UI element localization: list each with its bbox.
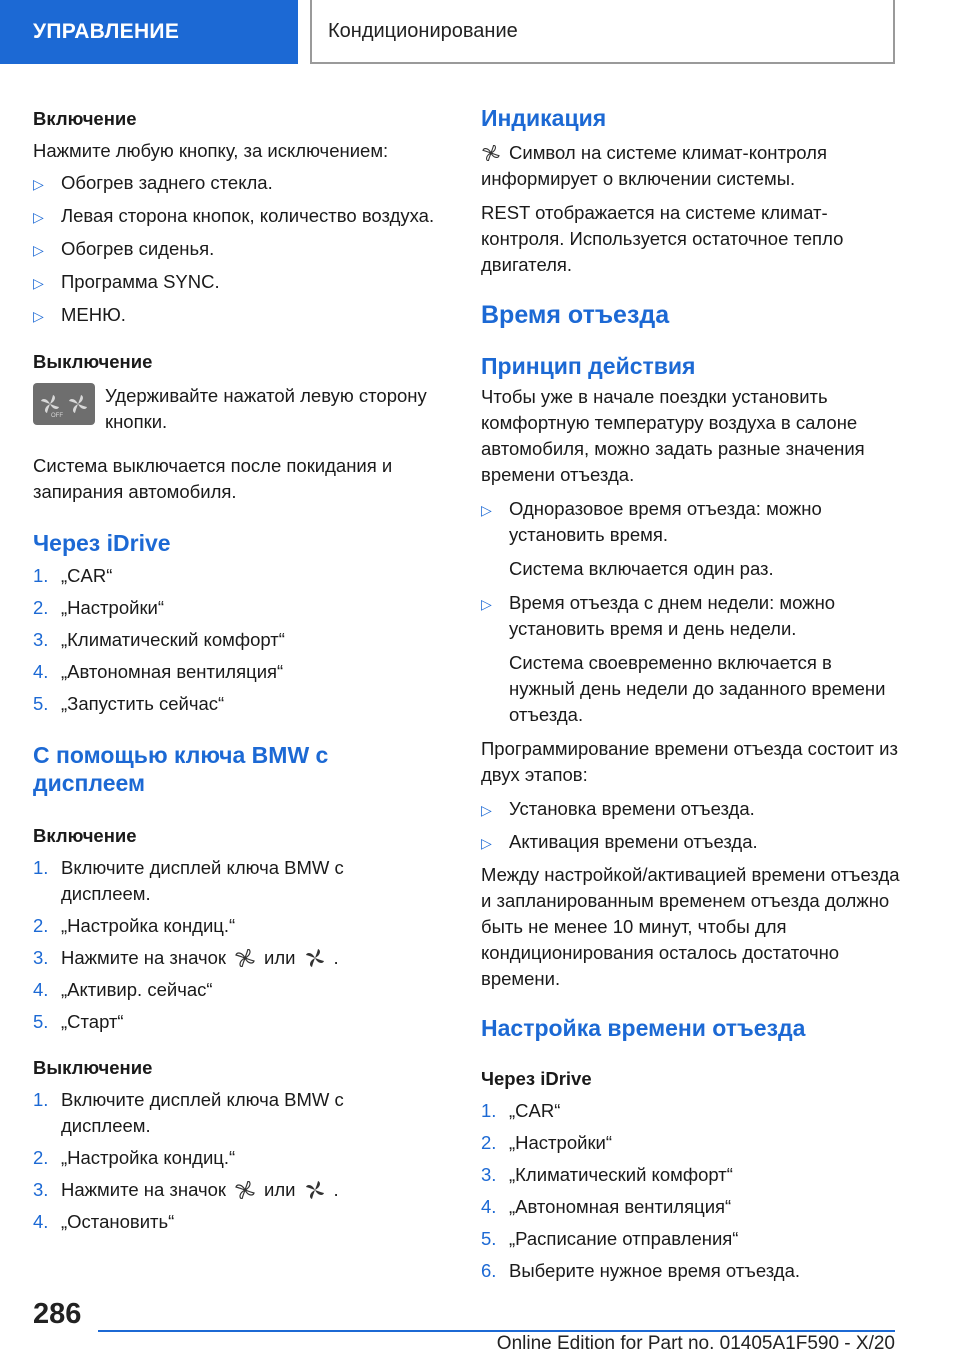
list-item: ▷ Установка времени отъезда. — [481, 796, 901, 823]
triangle-bullet: ▷ — [481, 596, 492, 612]
list-item-sub: Система своевременно включается в нужный день недели до заданного времени отъезда. — [509, 652, 886, 725]
footer-divider — [98, 1330, 895, 1332]
list-item-sub: Система включается один раз. — [509, 558, 774, 579]
triangle-bullet: ▷ — [33, 275, 44, 291]
list-item: 2. „Настройка кондиц.“ — [33, 1147, 236, 1168]
list-item: 2. „Настройки“ — [33, 597, 165, 618]
indication-heading: Индикация — [481, 105, 607, 131]
list-item: 4. „Автономная вентиляция“ — [481, 1196, 732, 1217]
triangle-bullet: ▷ — [33, 242, 44, 258]
triangle-bullet: ▷ — [481, 835, 492, 851]
list-item: 1. Включите дисплей ключа BMW с дисплеем. — [33, 1089, 344, 1136]
on-heading: Включение — [33, 108, 137, 129]
departure-heading: Время отъезда — [481, 301, 670, 329]
list-item: 1. Включите дисплей ключа BMW с дисплеем. — [33, 857, 344, 904]
key-off-heading: Выключение — [33, 1057, 153, 1078]
off-heading: Выключение — [33, 351, 153, 372]
off-block — [33, 383, 453, 435]
list-item: 4. „Остановить“ — [33, 1211, 175, 1232]
list-item: ▷ Левая сторона кнопок, количество воздуха. — [33, 203, 453, 230]
list-item: 3. Нажмите на значок или . — [33, 1179, 339, 1200]
edition-text: Online Edition for Part no. 01405A1F590 - X/20 — [496, 1333, 895, 1354]
list-item: 5. „Расписание отправления“ — [481, 1228, 739, 1249]
idrive-heading: Через iDrive — [33, 530, 171, 556]
off-text: Удерживайте нажатой левую сторону кнопки. — [105, 385, 427, 432]
indication-text-2: REST отображается на системе климат-контроля. Используется остаточное тепло двигателя. — [481, 202, 844, 275]
svg-text:OFF: OFF — [51, 413, 63, 419]
programming-text: Программирование времени отъезда состоит из двух этапов: — [481, 738, 898, 785]
header-tab: УПРАВЛЕНИЕ — [0, 0, 298, 64]
right-column — [481, 100, 901, 1284]
list-item: 6. Выберите нужное время отъезда. — [481, 1260, 800, 1281]
fan-snowflake-icon — [304, 1181, 326, 1199]
list-item: ▷ Программа SYNC. — [33, 269, 453, 296]
triangle-bullet: ▷ — [33, 308, 44, 324]
list-item: ▷ Одноразовое время отъезда: можно установить время. — [481, 496, 901, 548]
list-item: 5. „Старт“ — [33, 1011, 124, 1032]
list-item: 4. „Автономная вентиляция“ — [33, 661, 284, 682]
off-note: Система выключается после покидания и запирания автомобиля. — [33, 455, 393, 502]
list-item: 4. „Активир. сейчас“ — [33, 979, 213, 1000]
principle-text: Чтобы уже в начале поездки установить комфортную температуру воздуха в салоне автомобиля, можно задать разные значения времени отъезда. — [481, 386, 865, 485]
list-item: ▷ МЕНЮ. — [33, 302, 453, 329]
list-item: 3. „Климатический комфорт“ — [481, 1164, 733, 1185]
between-text: Между настройкой/активацией времени отъезда и запланированным временем отъезда должно быть не менее 10 минут, чтобы для кондиционирования осталось достаточно времени. — [481, 864, 900, 989]
list-item: 1. „CAR“ — [33, 565, 113, 586]
list-item: 3. Нажмите на значок или . — [33, 947, 339, 968]
triangle-bullet: ▷ — [481, 802, 492, 818]
left-column — [33, 100, 453, 1235]
list-item: ▷ Обогрев сиденья. — [33, 236, 453, 263]
setup-heading: Настройка времени отъезда — [481, 1015, 806, 1041]
triangle-bullet: ▷ — [481, 502, 492, 518]
fan-icon — [234, 949, 256, 967]
on-intro: Нажмите любую кнопку, за исключением: — [33, 140, 389, 161]
principle-heading: Принцип действия — [481, 353, 696, 379]
list-item: 3. „Климатический комфорт“ — [33, 629, 285, 650]
list-item: 2. „Настройка кондиц.“ — [33, 915, 236, 936]
list-item: 5. „Запустить сейчас“ — [33, 693, 225, 714]
page-number: 286 — [33, 1298, 82, 1330]
fan-icon — [234, 1181, 256, 1199]
fan-icon — [481, 145, 501, 161]
list-item: ▷ Время отъезда с днем недели: можно установить время и день недели. — [481, 590, 901, 642]
key-on-heading: Включение — [33, 825, 137, 846]
fan-off-button-image — [33, 383, 95, 425]
setup-sub-heading: Через iDrive — [481, 1068, 592, 1089]
fan-snowflake-icon — [304, 949, 326, 967]
list-item: 1. „CAR“ — [481, 1100, 561, 1121]
list-item: 2. „Настройки“ — [481, 1132, 613, 1153]
list-item: ▷ Активация времени отъезда. — [481, 829, 901, 856]
list-item: ▷ Обогрев заднего стекла. — [33, 170, 453, 197]
triangle-bullet: ▷ — [33, 209, 44, 225]
header-section-title: Кондиционирование — [310, 0, 895, 64]
triangle-bullet: ▷ — [33, 176, 44, 192]
key-heading: С помощью ключа BMW с дисплеем — [33, 742, 329, 796]
indication-text-1: Символ на системе климат-контроля информирует о включении системы. — [481, 142, 827, 189]
